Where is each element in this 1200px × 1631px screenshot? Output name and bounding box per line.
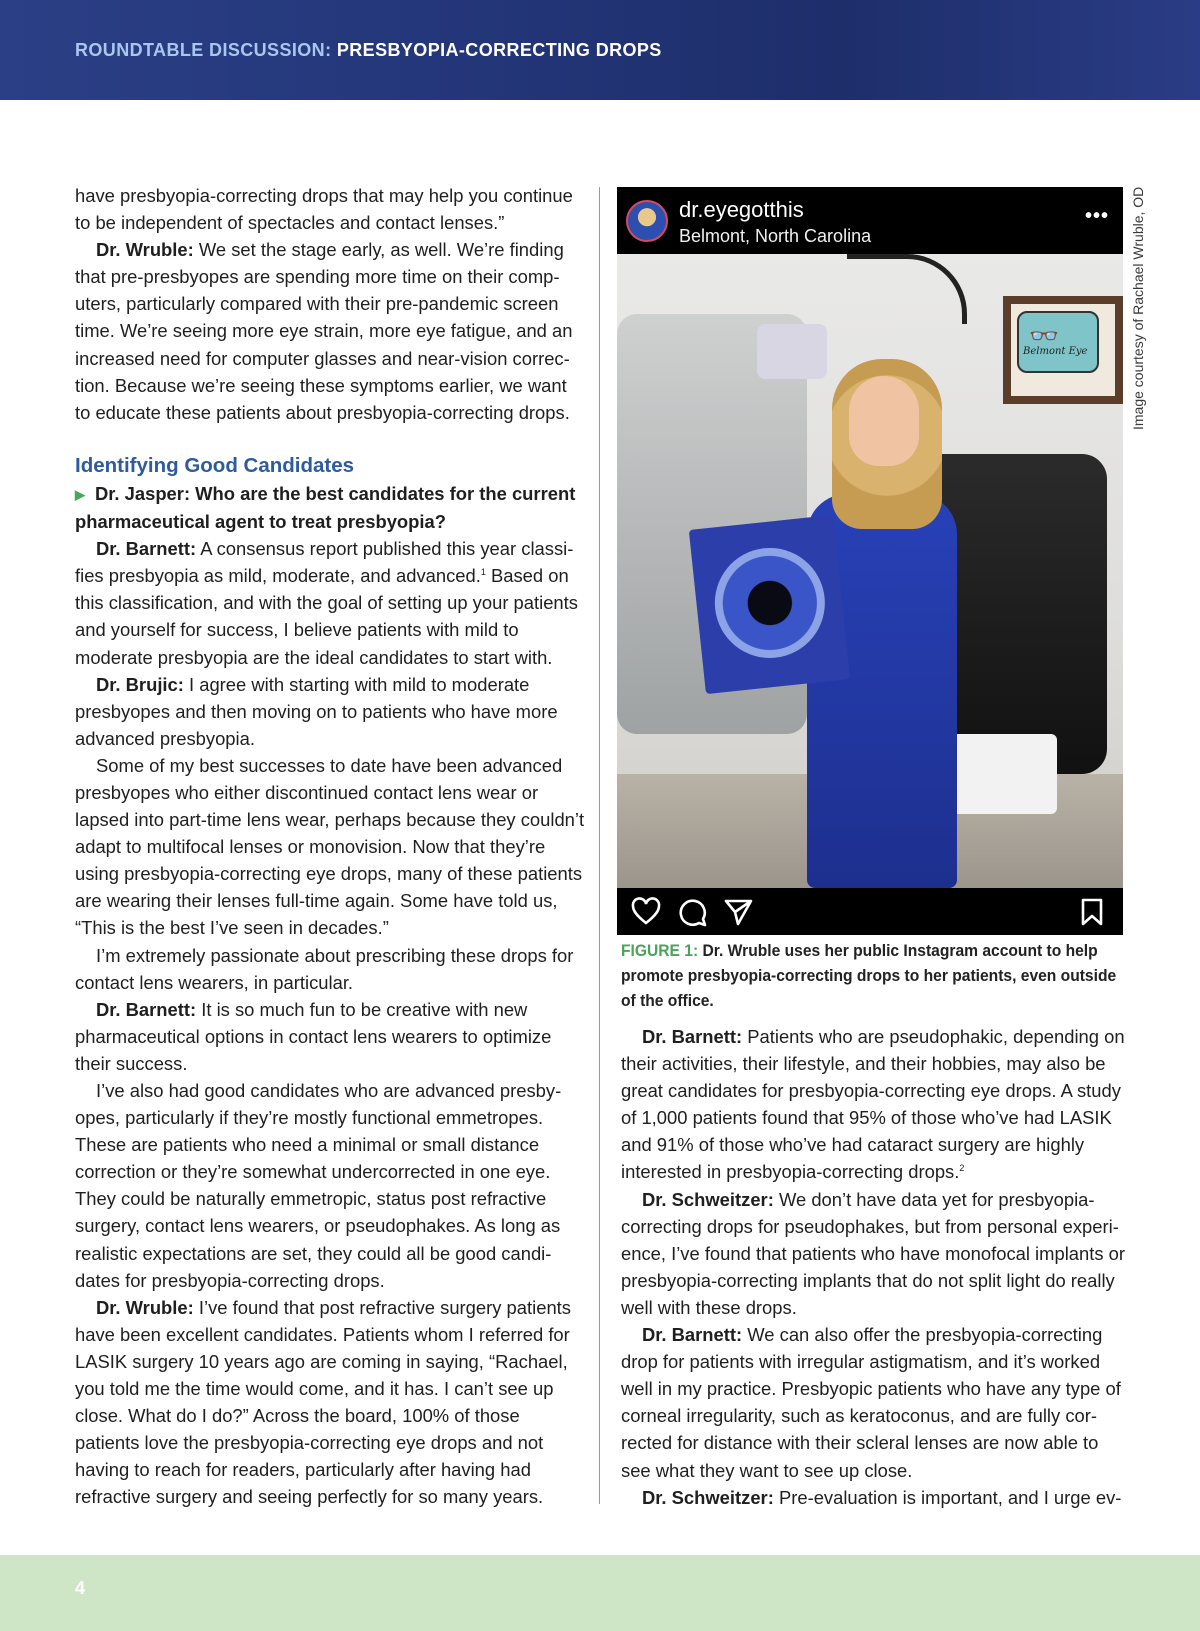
paragraph bbox=[75, 996, 585, 1077]
paragraph-text: We can also offer the presbyopia-correcting drop for patients with irregular astigmatism, and it’s worked well in my practice. Presbyopic patients who have any type of corneal irregularity, such as keratoconus, and are fully corrected for distance with their scleral lenses are now able to see what they want to see up close. bbox=[621, 1324, 1121, 1481]
glasses-icon: 👓 bbox=[1029, 323, 1059, 350]
speaker-name: Dr. Brujic: bbox=[96, 673, 184, 695]
page-number: 4 bbox=[75, 1578, 86, 1598]
photo-exam-equipment-head bbox=[757, 324, 827, 379]
speaker-name: Dr. Wruble: bbox=[96, 239, 194, 261]
column-divider bbox=[599, 187, 600, 1504]
image-credit: Image courtesy of Rachael Wruble, OD bbox=[1130, 186, 1146, 430]
paragraph: I’ve also had good candidates who are advanced presbyopes, particularly if they’re mostly functional emmetropes. These are patients who need a minimal or small distance correction or they’re somewhat undercorrected in one eye. They could be naturally emmetropic, status post refractive surgery, contact lens wearers, or pseudophakes. As long as realistic expectations are set, they could all be good candidates for presbyopia-correcting drops. bbox=[75, 1080, 562, 1291]
triangle-bullet-icon: ▶ bbox=[75, 486, 85, 502]
left-column bbox=[75, 182, 585, 1511]
speaker-name: Dr. Schweitzer: bbox=[642, 1188, 774, 1210]
footer-band bbox=[0, 1555, 1200, 1631]
paragraph bbox=[75, 1294, 585, 1511]
paragraph: have presbyopia-correcting drops that may help you continue to be independent of spectacles and contact lenses.” bbox=[75, 185, 573, 234]
post-photo bbox=[617, 254, 1123, 888]
header-band bbox=[0, 0, 1200, 100]
wall-sign-text: Belmont Eye bbox=[1023, 346, 1088, 357]
paragraph: I’m extremely passionate about prescribing these drops for contact lens wearers, in particular. bbox=[75, 944, 574, 993]
paragraph bbox=[621, 1186, 1126, 1321]
paragraph-text: A consensus report published this year classifies presbyopia as mild, moderate, and advanced. bbox=[75, 538, 574, 587]
instagram-top-bar bbox=[617, 187, 1123, 254]
speaker-name: Dr. Barnett: bbox=[96, 538, 197, 560]
paragraph: Some of my best successes to date have been advanced presbyopes who either discontinued contact lens wear or lapsed into part-time lens wear, perhaps because they couldn’t adapt to multifocal lenses or monovision. Now that they’re using presbyopia-correcting eye drops, many of these patients are wearing their lenses full-time again. Some have told us, “This is the best I’ve seen in decades.” bbox=[75, 754, 585, 939]
paragraph-text: Pre-evaluation is important, and I urge ev- bbox=[773, 1486, 1122, 1508]
running-header-title: PRESBYOPIA-CORRECTING DROPS bbox=[336, 40, 662, 60]
speaker-name: Dr. Barnett: bbox=[642, 1026, 743, 1047]
section-heading: Identifying Good Candidates bbox=[75, 453, 355, 477]
speaker-name: Dr. Barnett: bbox=[96, 998, 197, 1020]
photo-person-face bbox=[849, 376, 919, 466]
paragraph-text: I’ve found that post refractive surgery patients have been excellent candidates. Patients whom I referred for LASIK surgery 10 years ago are coming in saying, “Rachael, you told me the time would come, and it has. I can’t see up close. What do I do?” Across the board, 100% of those patients love the presbyopia-correcting eye drops and not having to reach for readers, particularly after having had refractive surgery and seeing perfectly for so many years. bbox=[75, 1296, 571, 1508]
paragraph bbox=[621, 1023, 1126, 1186]
instagram-location: Belmont, North Carolina bbox=[679, 226, 872, 246]
instagram-handle: dr.eyegotthis bbox=[679, 197, 804, 222]
instagram-action-bar bbox=[617, 888, 1123, 935]
paragraph bbox=[621, 1484, 1126, 1511]
paragraph bbox=[75, 671, 585, 752]
figure-label: FIGURE 1: bbox=[621, 941, 699, 960]
comment-icon bbox=[677, 897, 707, 927]
more-options-icon: ••• bbox=[1084, 205, 1109, 227]
right-column bbox=[621, 1023, 1126, 1511]
bookmark-icon bbox=[1077, 897, 1107, 927]
paragraph-text: We set the stage early, as well. We’re finding that pre-presbyopes are spending more time on their computers, particularly compared with their pre-pandemic screen time. We’re seeing more eye strain, more eye fatigue, and an increased need for computer glasses and near-vision correction. Because we’re seeing these symptoms earlier, we want to educate these patients about presbyopia-correcting drops. bbox=[75, 239, 573, 423]
share-icon bbox=[723, 897, 753, 927]
paragraph-text: We don’t have data yet for presbyopia-correcting drops for pseudophakes, but from personal experience, I’ve found that patients who have monofocal implants or presbyopia-correcting implants that do not split light do really well with these drops. bbox=[621, 1188, 1126, 1318]
speaker-name: Dr. Schweitzer: bbox=[642, 1486, 774, 1508]
reference-marker: 2 bbox=[959, 1163, 965, 1174]
speaker-name: Dr. Barnett: bbox=[642, 1324, 743, 1346]
paragraph bbox=[75, 236, 585, 426]
photo-lamp-arm bbox=[847, 254, 967, 324]
question bbox=[75, 480, 585, 535]
question-text: Dr. Jasper: Who are the best candidates for the current pharmaceutical agent to treat presbyopia? bbox=[75, 482, 576, 533]
running-header bbox=[75, 40, 662, 61]
speaker-name: Dr. Wruble: bbox=[96, 1296, 194, 1318]
figure-caption-text: Dr. Wruble uses her public Instagram account to help promote presbyopia-correcting drops to her patients, even outside of the office. bbox=[621, 941, 1117, 1010]
reference-marker: 1 bbox=[480, 567, 486, 578]
paragraph-text: I agree with starting with mild to moderate presbyopes and then moving on to patients who have more advanced presbyopia. bbox=[75, 673, 558, 749]
figure-caption bbox=[621, 938, 1126, 1013]
photo-eye-canvas bbox=[689, 515, 850, 694]
photo-wall-sign bbox=[1003, 296, 1123, 404]
paragraph-text: Based on this classification, and with the goal of setting up your patients and yourself for success, I believe patients with mild to moderate presbyopia are the ideal candidates to start with. bbox=[75, 565, 578, 668]
paragraph bbox=[75, 535, 585, 670]
paragraph-text: It is so much fun to be creative with new pharmaceutical options in contact lens wearers to optimize their success. bbox=[75, 998, 552, 1074]
paragraph bbox=[621, 1321, 1126, 1484]
avatar bbox=[626, 200, 668, 242]
running-header-prefix: ROUNDTABLE DISCUSSION: bbox=[75, 40, 332, 60]
paragraph-text: Patients who are pseudophakic, depending on their activities, their lifestyle, and their hobbies, may also be great candidates for presbyopia-correcting eye drops. A study of 1,000 patients found that 95% of those who’ve had LASIK and 91% of those who’ve had cataract surgery are highly interested in presbyopia-correcting drops. bbox=[621, 1026, 1125, 1183]
instagram-post-figure bbox=[617, 187, 1123, 935]
heart-icon bbox=[631, 897, 661, 927]
